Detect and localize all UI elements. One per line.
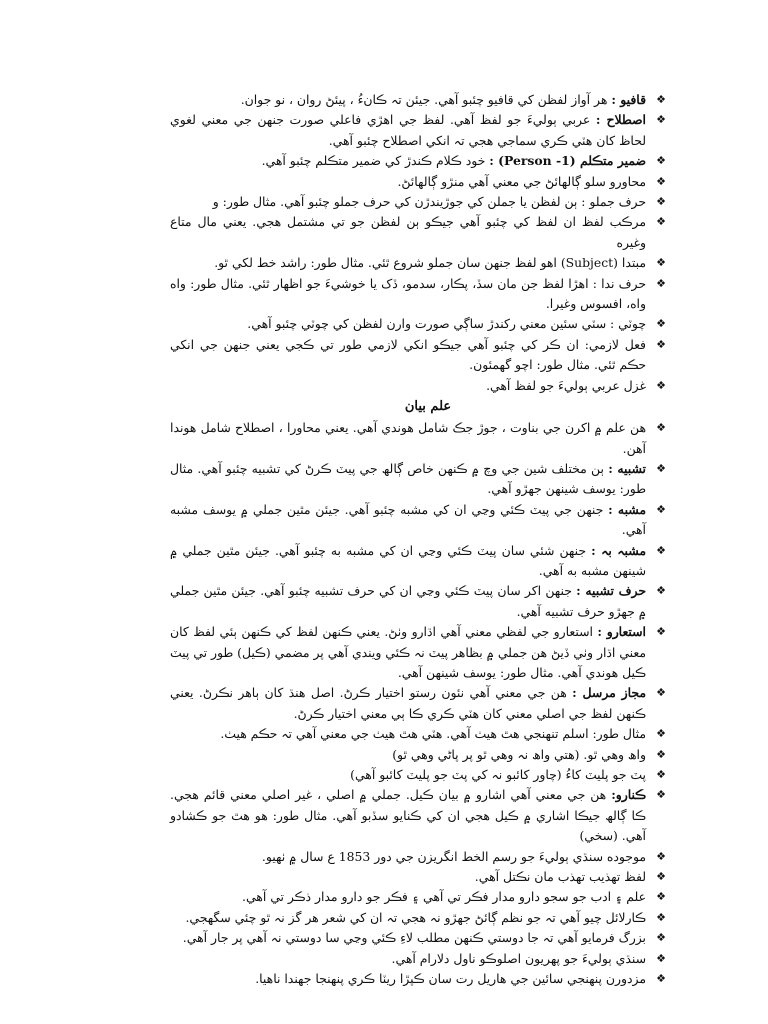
bullet-icon: ❖ [656,870,666,884]
definition-text: ڪارلائل چيو آهي تہ جو نظم ڳائڻ جهڙو نہ هجي تہ ان کي شعر هر گز نہ ٿو چئي سگهجي. [185,909,646,925]
term-label: مشبہ بہ : [591,542,646,558]
bullet-icon: ❖ [656,421,666,435]
term-label: اصطلاح : [595,112,646,128]
bullet-icon: ❖ [656,910,666,924]
term-label: قافيو : [611,92,646,107]
definition-text: لفظ تهذيب تهذب مان نڪتل آهي. [474,869,646,885]
definition-text: جنهن جي پيٽ ڪئي وڃي ان کي مشبه چئبو آهي. جيئن مٿين جملي ۾ يوسف مشبه آهي. [170,501,646,538]
list-item [170,253,666,273]
list-item [170,212,666,253]
bullet-icon: ❖ [656,625,666,639]
definition-text: حرف جملو : ٻن لفظن يا جملن کي جوڙيندڙن کي حرف جملو چئبو آهي. مثال طور: و [212,194,646,210]
definition-text: خود ڪلام ڪندڙ کي ضمير متڪلم چئبو آهي. [261,153,490,169]
definition-text: هن علم ۾ اکرن جي بناوت ، جوڙ جڪ شامل هوندي آهي. يعني محاورا ، اصطلاح شامل هوندا آهن. [170,420,646,456]
term-label: استعارو : [597,624,646,640]
bullet-icon: ❖ [656,768,666,781]
bullet-icon: ❖ [656,113,666,127]
definition-text: واھ وهي ٿو. (هتي واھ نہ وهي ٿو پر پاڻي وهي ٿو) [392,746,646,762]
list-item [170,314,666,334]
definition-text: سنڌي ٻوليءَ جو پهريون اصلوڪو ناول دلارام آهي. [391,950,646,966]
list-item [170,151,666,171]
definition-text: عربي ٻوليءَ جو لفظ آهي. لفظ جي اهڙي فاعلي صورت جنهن جي معني لغوي لحاظ کان هٽي ڪري سماجي هجي تہ انکي اصطلاح چئبو آهي. [170,112,646,148]
definition-text: مزدورن پنهنجي سائين جي هاريل رت سان ڪپڙا ريٽا ڪري پنهنجا جهندا ناهيا. [255,971,646,987]
list-item [170,90,666,110]
bullet-icon: ❖ [656,686,666,700]
bullet-icon: ❖ [656,378,666,392]
list-item [170,274,666,315]
term-label: ڪنارو: [611,787,646,803]
bullet-icon: ❖ [656,256,666,270]
definition-text: علم ۽ ادب جو سجو دارو مدار فڪر تي آهي ۽ فڪر جو دارو مدار ذڪر تي آهي. [242,889,646,905]
bullet-icon: ❖ [656,461,666,475]
section-heading: علم بيان [404,399,452,415]
list-item [170,765,666,785]
list-item [170,847,666,867]
definition-list [170,90,666,396]
definition-text: پٽ جو پليٽ کاءُ (چاور کائبو نہ کي پٽ جو پليٽ کائبو آهي) [350,767,646,782]
definition-text: مثال طور: اسلم تنهنجي هٿ هيٺ آهي. هٽي هٿ هيٺ جي معني آهي تہ حڪم هيٺ. [220,726,646,742]
bullet-icon: ❖ [656,972,666,986]
list-item [170,867,666,887]
list-item [170,745,666,765]
definition-text: موجوده سنڌي ٻوليءَ جو رسم الخط انگريزن جي دور 1853 ع سال ۾ ٺهيو. [261,848,646,864]
list-item [170,500,666,541]
bullet-icon: ❖ [656,951,666,965]
bullet-icon: ❖ [656,195,666,209]
definition-list-rhetoric [170,418,666,989]
bullet-icon: ❖ [656,890,666,904]
bullet-icon: ❖ [656,543,666,557]
bullet-icon: ❖ [656,276,666,290]
definition-text: حرف ندا : اهڙا لفظ جن مان سڏ، پڪار، سدمو، ڏک يا خوشيءَ جو اظهار ٿئي. مثال طور: واه واه، افسوس وغيرا. [170,275,646,312]
bullet-icon: ❖ [656,788,666,802]
definition-text: غزل عربي ٻوليءَ جو لفظ آهي. [486,377,646,393]
definition-text: استعارو جي لفظي معني آهي اڌارو وٺڻ. يعني ڪنهن لفظ کي ڪنهن ٻئي لفظ کان معني اڌار وٺي ڏيڻ هن جملي ۾ بظاهر پيٽ نہ ڪئي ويندي آهي پر مضمي (ڪيل) طور تي پيٽ ڪيل هوندي آهي. مثال طور: يوسف شينهن آهي. [169,624,646,680]
bullet-icon: ❖ [656,849,666,863]
definition-text: فعل لازمي: ان ڪر کي چئبو آهي جيڪو انکي لازمي طور تي ڪجي يعني جنهن جي انکي حڪم ٿئي. مثال طور: اچو گهمئون. [170,336,646,373]
bullet-icon: ❖ [656,174,666,188]
list-item [170,683,666,724]
list-item [170,887,666,907]
bullet-icon: ❖ [656,747,666,761]
bullet-icon: ❖ [656,317,666,331]
bullet-icon: ❖ [656,154,666,168]
bullet-icon: ❖ [656,502,666,516]
list-item [170,110,666,151]
definition-text: جنهن شئي سان پيٽ ڪئي وڃي ان کي مشبه به چئبو آهي. جيئن مٿين جملي ۾ شينهن مشبه به آهي. [170,542,646,578]
list-item [170,785,666,846]
list-item [170,376,666,396]
definition-text: هن جي معني آهي نئون رستو اختيار ڪرڻ. اصل هنڌ کان ٻاهر نڪرڻ. يعني ڪنهن لفظ جي اصلي معني کان هٽي ڪري ڪا ٻي معني اختيار ڪرڻ. [170,685,646,721]
list-item [170,459,666,500]
definition-text: چوٽي : سٽي سئين معني رکندڙ ساڳي صورت وارن لفظن کي چوٽي چئبو آهي. [247,316,646,332]
definition-text: هر آواز لفظن کي قافيو چئبو آهي. جيئن تہ ڪانءُ ، پيئڻ روان ، نو جوان. [240,92,612,107]
bullet-icon: ❖ [656,931,666,945]
list-item [170,541,666,582]
bullet-icon: ❖ [656,93,666,106]
list-item [170,418,666,459]
bullet-icon: ❖ [656,337,666,351]
list-item [170,969,666,989]
bullet-icon: ❖ [656,584,666,598]
definition-text: بزرگ فرمايو آهي تہ جا دوستي ڪنهن مطلب لاءِ ڪئي وڃي سا دوستي نہ آهي پر جار آهي. [182,930,646,946]
term-label: مجاز مرسل : [572,685,646,701]
list-item [170,724,666,744]
bullet-icon: ❖ [656,727,666,741]
list-item [170,622,666,683]
list-item [170,908,666,928]
term-label: ضمير متڪلم (Person -1) : [489,153,646,169]
list-item [170,928,666,948]
definition-text: ٻن مختلف شين جي وچ ۾ ڪنهن خاص ڳالھ جي پيٽ ڪرڻ کي تشبيه چئبو آهي. مثال طور: يوسف شينهن جهڙو آهي. [170,460,646,497]
term-label: حرف تشبيه : [576,583,646,599]
term-label: تشبيه : [608,460,646,476]
definition-text: جنهن اکر سان پيٽ ڪئي وڃي ان کي حرف تشبيه چئبو آهي. جيئن مٿين جملي ۾ جهڙو حرف تشبيه آهي. [170,583,646,619]
definition-text: مرڪب لفظ ان لفظ کي چئبو آهي جيڪو ٻن لفظن جو تي مشتمل هجي. يعني مال متاع وغيره [170,214,646,250]
definition-text: محاورو سلو ڳالهائڻ جي معني آهي منڙو ڳالهائڻ. [397,173,646,189]
list-item [170,949,666,969]
term-label: مشبه : [608,501,646,517]
document-body [170,90,666,989]
list-item [170,192,666,212]
list-item [170,172,666,192]
bullet-icon: ❖ [656,215,666,229]
definition-text: مبتدا (Subject) اهو لفظ جنهن سان جملو شروع ٿئي. مثال طور: راشد خط لکي ٿو. [214,255,646,271]
list-item [170,335,666,376]
list-item [170,581,666,622]
definition-text: هن جي معني آهي اشارو ۾ بيان ڪيل. جملي ۾ اصلي ، غير اصلي معني قائم هجي. ڪا ڳالھ جيڪا اشاري ۾ ڪيل هجي ان کي ڪنايو سڏبو آهي. مثال طور: هو هٿ جو ڪشادو آهي. (سخي) [170,787,646,844]
